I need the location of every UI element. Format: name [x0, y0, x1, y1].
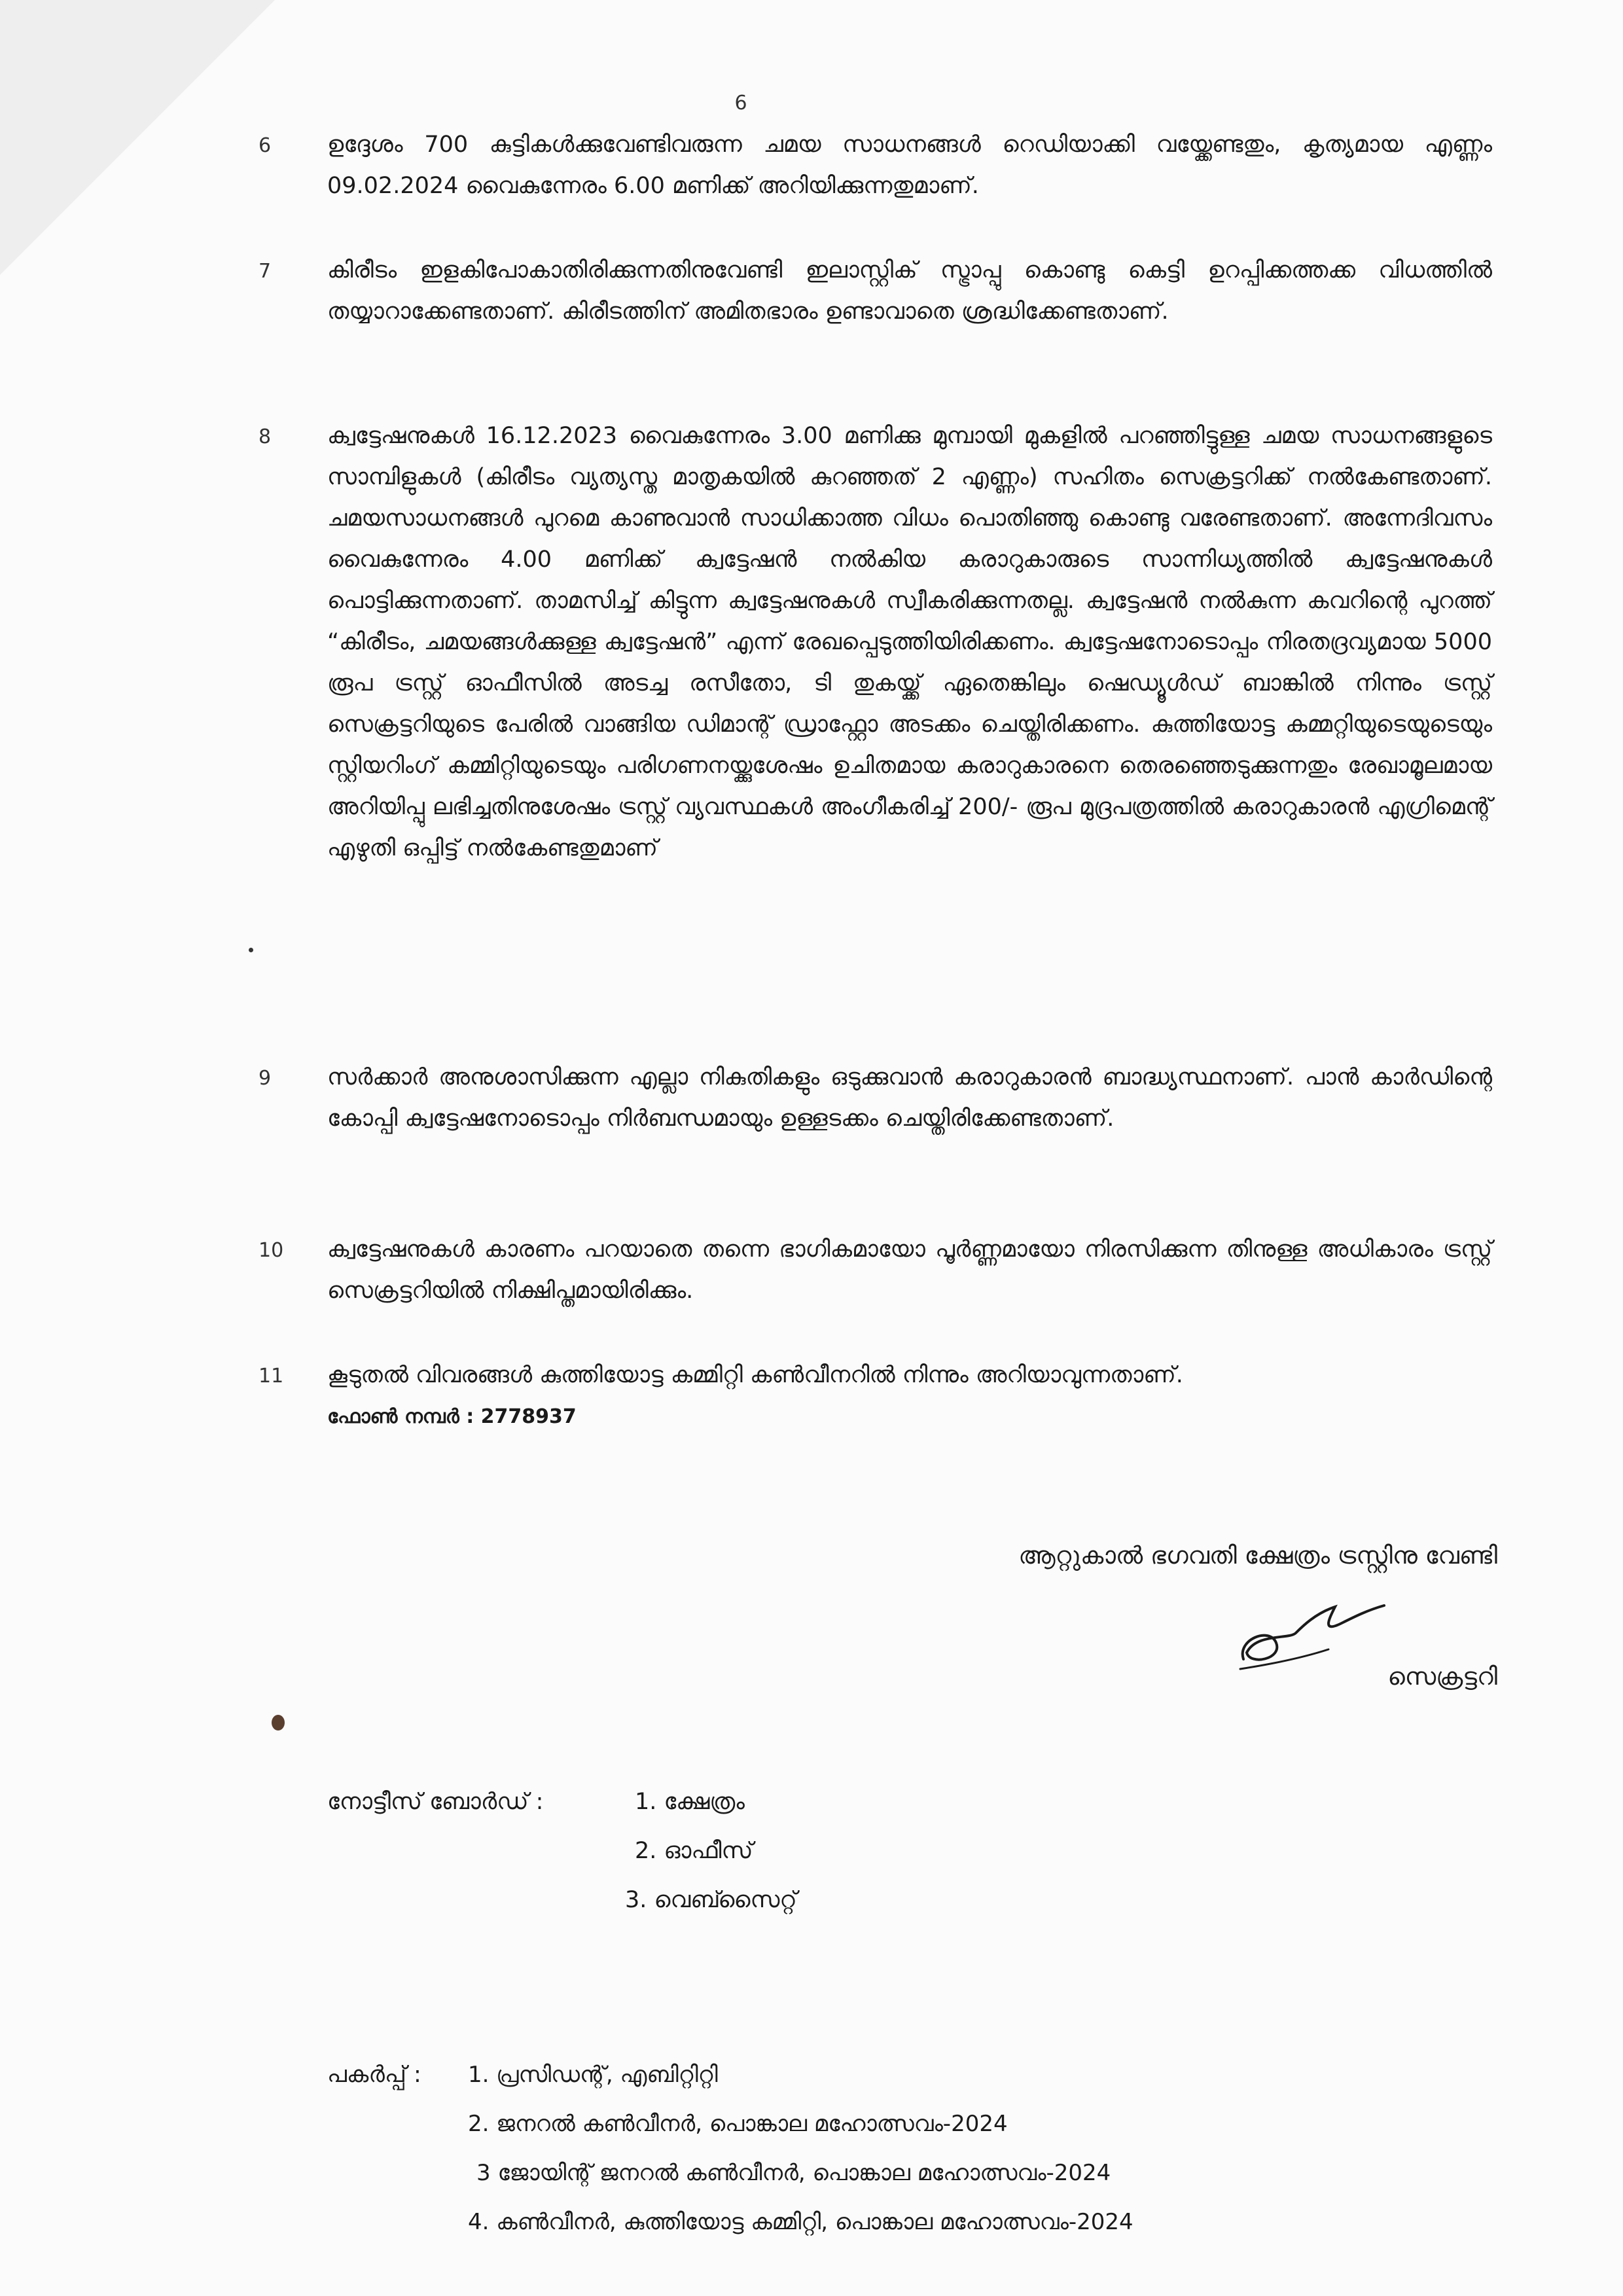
- notice-board-item: 1. ക്ഷേത്രം: [635, 1789, 745, 1815]
- on-behalf-line: ആറ്റുകാൽ ഭഗവതി ക്ഷേത്രം ട്രസ്റ്റിനു വേണ്ടി: [1018, 1541, 1497, 1570]
- item-number: 8: [259, 425, 272, 448]
- item-text: ഉദ്ദേശം 700 കുട്ടികൾക്കുവേണ്ടിവരുന്ന ചമയ സാധനങ്ങൾ റെഡിയാക്കി വയ്ക്കേണ്ടതും, കൃത്യമായ എണ്ണം 09.02.2024 വൈകുന്നേരം 6.00 മണിക്ക് അറിയിക്കുന്നതുമാണ്.: [327, 132, 1492, 199]
- notice-board-item: 2. ഓഫീസ്: [635, 1838, 753, 1864]
- scan-spot: [249, 948, 253, 952]
- item-number: 10: [259, 1239, 284, 1262]
- secretary-title: സെക്രട്ടറി: [1387, 1662, 1497, 1691]
- copy-to-label: പകർപ്പ് :: [327, 2062, 421, 2088]
- folded-corner: [0, 0, 275, 275]
- copy-to-item: 4. കൺവീനർ, കുത്തിയോട്ട കമ്മിറ്റി, പൊങ്കാല മഹോത്സവം-2024: [468, 2209, 1133, 2235]
- phone-number: ഫോൺ നമ്പർ : 2778937: [327, 1405, 577, 1428]
- item-number: 9: [259, 1067, 272, 1090]
- item-text: കൂടുതൽ വിവരങ്ങൾ കുത്തിയോട്ട കമ്മിറ്റി കൺവീനറിൽ നിന്നും അറിയാവുന്നതാണ്.: [327, 1362, 1183, 1388]
- item-text: സർക്കാർ അനുശാസിക്കുന്ന എല്ലാ നികുതികളും ഒടുക്കുവാൻ കരാറുകാരൻ ബാദ്ധ്യസ്ഥനാണ്. പാൻ കാർഡിന്റെ കോപ്പി ക്വട്ടേഷനോടൊപ്പം നിർബന്ധമായും ഉള്ളടക്കം ചെയ്തിരിക്കേണ്ടതാണ്.: [327, 1064, 1492, 1132]
- scan-spot: [272, 1715, 285, 1731]
- item-number: 6: [259, 134, 272, 157]
- item-text: ക്വട്ടേഷനുകൾ 16.12.2023 വൈകുന്നേരം 3.00 മണിക്കു മുമ്പായി മുകളിൽ പറഞ്ഞിട്ടുള്ള ചമയ സാധനങ്ങളുടെ സാമ്പിളുകൾ (കിരീടം വ്യത്യസ്ത മാതൃകയിൽ കുറഞ്ഞത് 2 എണ്ണം) സഹിതം സെക്രട്ടറിക്ക് നൽകേണ്ടതാണ്. ചമയസാധനങ്ങൾ പുറമെ കാണുവാൻ സാധിക്കാത്ത വിധം പൊതിഞ്ഞു കൊണ്ടു വരേണ്ടതാണ്. അന്നേദിവസം വൈകുന്നേരം 4.00 മണിക്ക് ക്വട്ടേഷൻ നൽകിയ കരാറുകാരുടെ സാന്നിധ്യത്തിൽ ക്വട്ടേഷനുകൾ പൊട്ടിക്കുന്നതാണ്. താമസിച്ച് കിട്ടുന്ന ക്വട്ടേഷനുകൾ സ്വീകരിക്കുന്നതല്ല. ക്വട്ടേഷൻ നൽകുന്ന കവറിന്റെ പുറത്ത് “കിരീടം, ചമയങ്ങൾക്കുള്ള ക്വട്ടേഷൻ” എന്ന് രേഖപ്പെടുത്തിയിരിക്കണം. ക്വട്ടേഷനോടൊപ്പം നിരതദ്രവ്യമായ 5000 രൂപ ട്രസ്റ്റ് ഓഫീസിൽ അടച്ച രസീതോ, ടി തുകയ്ക്ക് ഏതെങ്കിലും ഷെഡ്യൂൾഡ് ബാങ്കിൽ നിന്നും ട്രസ്റ്റ് സെക്രട്ടറിയുടെ പേരിൽ വാങ്ങിയ ഡിമാന്റ് ഡ്രാഫ്റ്റോ അടക്കം ചെയ്തിരിക്കണം. കുത്തിയോട്ട കമ്മറ്റിയുടെയുടെയും സ്റ്റിയറിംഗ് കമ്മിറ്റിയുടെയും പരിഗണനയ്ക്കുശേഷം ഉചിതമായ കരാറുകാരനെ തെരഞ്ഞെടുക്കുന്നതും രേഖാമൂലമായ അറിയിപ്പു ലഭിച്ചതിനുശേഷം ട്രസ്റ്റ് വ്യവസ്ഥകൾ അംഗീകരിച്ച് 200/- രൂപ മുദ്രപത്രത്തിൽ കരാറുകാരൻ എഗ്രിമെന്റ് എഴുതി ഒപ്പിട്ട് നൽകേണ്ടതുമാണ്: [327, 423, 1492, 861]
- notice-board-item: 3. വെബ്സൈറ്റ്: [625, 1887, 797, 1913]
- copy-to-item: 3 ജോയിന്റ് ജനറൽ കൺവീനർ, പൊങ്കാല മഹോത്സവം-2024: [476, 2160, 1111, 2186]
- copy-to-item: 2. ജനറൽ കൺവീനർ, പൊങ്കാല മഹോത്സവം-2024: [468, 2111, 1008, 2137]
- item-text: കിരീടം ഇളകിപോകാതിരിക്കുന്നതിനുവേണ്ടി ഇലാസ്റ്റിക് സ്ട്രാപ്പു കൊണ്ടു കെട്ടി ഉറപ്പിക്കത്തക്ക വിധത്തിൽ തയ്യാറാക്കേണ്ടതാണ്. കിരീടത്തിന് അമിതഭാരം ഉണ്ടാവാതെ ശ്രദ്ധിക്കേണ്ടതാണ്.: [327, 257, 1492, 325]
- notice-board-label: നോട്ടീസ് ബോർഡ് :: [327, 1789, 544, 1815]
- page-number: 6: [734, 92, 747, 115]
- item-number: 7: [259, 260, 272, 283]
- item-number: 11: [259, 1365, 284, 1388]
- item-text: ക്വട്ടേഷനുകൾ കാരണം പറയാതെ തന്നെ ഭാഗികമായോ പൂർണ്ണമായോ നിരസിക്കുന്ന തിനുള്ള അധികാരം ട്രസ്റ്റ് സെക്രട്ടറിയിൽ നിക്ഷിപ്തമായിരിക്കും.: [327, 1236, 1492, 1304]
- copy-to-item: 1. പ്രസിഡന്റ്, എബിറ്റിറ്റി: [468, 2062, 718, 2088]
